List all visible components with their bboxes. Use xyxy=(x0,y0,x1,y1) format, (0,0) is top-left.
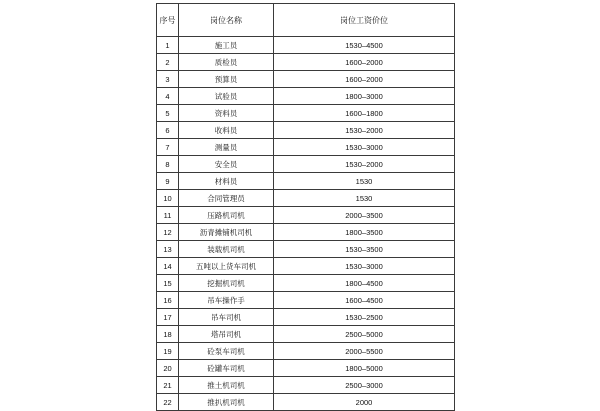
wage-table-document xyxy=(156,3,454,411)
table-row xyxy=(157,88,455,105)
row-number: 5 xyxy=(157,105,179,122)
table-row xyxy=(157,309,455,326)
table-body xyxy=(157,37,455,411)
row-number: 16 xyxy=(157,292,179,309)
row-number: 17 xyxy=(157,309,179,326)
row-number: 11 xyxy=(157,207,179,224)
wage-range: 1600–2000 xyxy=(274,54,455,71)
row-number: 20 xyxy=(157,360,179,377)
wage-range: 1600–2000 xyxy=(274,71,455,88)
position-name: 沥青摊铺机司机 xyxy=(179,224,274,241)
position-name: 装载机司机 xyxy=(179,241,274,258)
row-number: 4 xyxy=(157,88,179,105)
table-row xyxy=(157,360,455,377)
wage-range: 1530 xyxy=(274,173,455,190)
table-row xyxy=(157,105,455,122)
header-position: 岗位名称 xyxy=(179,4,274,37)
table-header-row xyxy=(157,4,455,37)
wage-range: 1530–4500 xyxy=(274,37,455,54)
table-row xyxy=(157,241,455,258)
row-number: 14 xyxy=(157,258,179,275)
table-row xyxy=(157,190,455,207)
table-row xyxy=(157,54,455,71)
position-name: 安全员 xyxy=(179,156,274,173)
table-row xyxy=(157,37,455,54)
position-name: 收料员 xyxy=(179,122,274,139)
wage-range: 1800–3000 xyxy=(274,88,455,105)
position-name: 试验员 xyxy=(179,88,274,105)
wage-range: 1530–3000 xyxy=(274,258,455,275)
table-row xyxy=(157,173,455,190)
row-number: 13 xyxy=(157,241,179,258)
row-number: 6 xyxy=(157,122,179,139)
position-name: 吊车操作手 xyxy=(179,292,274,309)
header-wage: 岗位工资价位 xyxy=(274,4,455,37)
wage-range: 1800–5000 xyxy=(274,360,455,377)
row-number: 22 xyxy=(157,394,179,411)
position-name: 塔吊司机 xyxy=(179,326,274,343)
position-name: 预算员 xyxy=(179,71,274,88)
position-name: 推土机司机 xyxy=(179,377,274,394)
position-name: 砼泵车司机 xyxy=(179,343,274,360)
wage-range: 1600–4500 xyxy=(274,292,455,309)
row-number: 3 xyxy=(157,71,179,88)
table-row xyxy=(157,343,455,360)
wage-range: 1530–2000 xyxy=(274,122,455,139)
row-number: 10 xyxy=(157,190,179,207)
row-number: 8 xyxy=(157,156,179,173)
position-name: 砼罐车司机 xyxy=(179,360,274,377)
wage-range: 1800–4500 xyxy=(274,275,455,292)
wage-range: 1600–1800 xyxy=(274,105,455,122)
wage-range: 2500–5000 xyxy=(274,326,455,343)
wage-range: 2000 xyxy=(274,394,455,411)
row-number: 19 xyxy=(157,343,179,360)
table-row xyxy=(157,258,455,275)
position-name: 推扒机司机 xyxy=(179,394,274,411)
wage-range: 1530–2000 xyxy=(274,156,455,173)
wage-range: 1530 xyxy=(274,190,455,207)
table-row xyxy=(157,71,455,88)
table-row xyxy=(157,275,455,292)
wage-range: 1530–3000 xyxy=(274,139,455,156)
position-name: 吊车司机 xyxy=(179,309,274,326)
position-name: 五吨以上货车司机 xyxy=(179,258,274,275)
wage-range: 1530–2500 xyxy=(274,309,455,326)
header-no: 序号 xyxy=(157,4,179,37)
table-row xyxy=(157,122,455,139)
position-name: 压路机司机 xyxy=(179,207,274,224)
row-number: 21 xyxy=(157,377,179,394)
row-number: 9 xyxy=(157,173,179,190)
position-name: 测量员 xyxy=(179,139,274,156)
position-name: 施工员 xyxy=(179,37,274,54)
table-row xyxy=(157,139,455,156)
position-name: 材料员 xyxy=(179,173,274,190)
row-number: 15 xyxy=(157,275,179,292)
wage-range: 2000–3500 xyxy=(274,207,455,224)
table-row xyxy=(157,292,455,309)
position-name: 挖掘机司机 xyxy=(179,275,274,292)
table-row xyxy=(157,156,455,173)
row-number: 2 xyxy=(157,54,179,71)
position-name: 资料员 xyxy=(179,105,274,122)
wage-range: 1800–3500 xyxy=(274,224,455,241)
row-number: 18 xyxy=(157,326,179,343)
wage-range: 1530–3500 xyxy=(274,241,455,258)
position-name: 质检员 xyxy=(179,54,274,71)
position-wage-table xyxy=(156,3,455,411)
position-name: 合同管理员 xyxy=(179,190,274,207)
row-number: 1 xyxy=(157,37,179,54)
table-row xyxy=(157,326,455,343)
row-number: 12 xyxy=(157,224,179,241)
table-row xyxy=(157,394,455,411)
table-row xyxy=(157,377,455,394)
table-row xyxy=(157,224,455,241)
table-row xyxy=(157,207,455,224)
wage-range: 2000–5500 xyxy=(274,343,455,360)
row-number: 7 xyxy=(157,139,179,156)
wage-range: 2500–3000 xyxy=(274,377,455,394)
